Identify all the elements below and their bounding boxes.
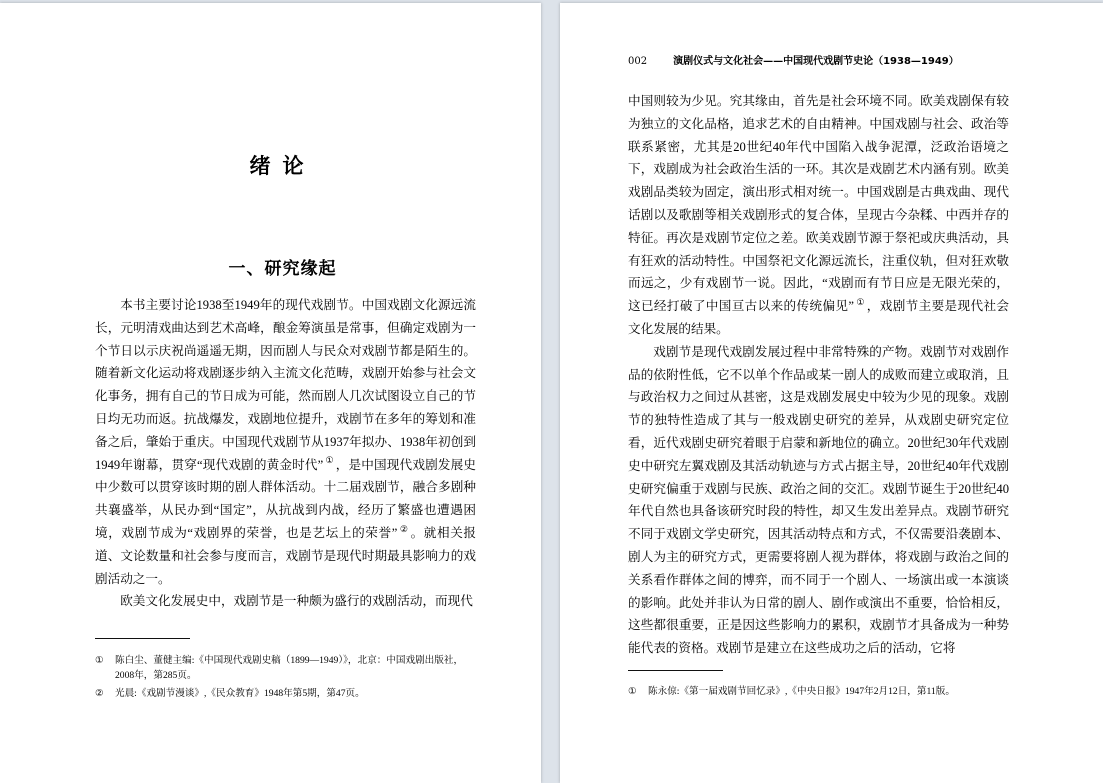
left-body-text: [95, 294, 476, 613]
chapter-title: 绪论: [249, 154, 316, 178]
paragraph-text: 。就相关报道、文论数量和社会参与度而言，戏剧节是现代时期最具影响力的戏剧活动之一。: [95, 525, 477, 586]
running-title: 演剧仪式与文化社会——中国现代戏剧节史论（1938—1949）: [673, 56, 959, 67]
left-footnote-rule: [95, 638, 190, 639]
paragraph-text: 欧美文化发展史中，戏剧节是一种颇为盛行的戏剧活动，而现代: [120, 594, 473, 609]
footnote-marker[interactable]: ②: [399, 523, 409, 534]
footnote-item: [628, 684, 1013, 699]
running-head: [628, 52, 959, 67]
paragraph-text: 中国则较为少见。究其缘由，首先是社会环境不同。欧美戏剧保有较为独立的文化品格，追求艺术的自由精神。中国戏剧与社会、政治等联系紧密，尤其是20世纪40年代中国陷入战争泥潭，泛政治语境之下，戏剧成为社会政治生活的一环。其次是戏剧艺术内涵有别。欧美戏剧品类较为固定，演出形式相对统一。中国戏剧是古典戏曲、现代话剧以及歌剧等相关戏剧形式的复合体，呈现古今杂糅、中西并存的特征。再次是戏剧节定位之差。欧美戏剧节源于祭祀或庆典活动，具有狂欢的活动特性。中国祭祀文化源远流长，注重仪轨，但对狂欢敬而远之，少有戏剧节一说。因此，“戏剧而有节日应是无限光荣的，这已经打破了中国亘古以来的传统偏见”: [628, 94, 1009, 314]
footnote-number: ①: [95, 655, 104, 666]
paragraph-text: ，戏剧节主要是现代社会文化发展的结果。: [628, 299, 1010, 336]
footnote-marker[interactable]: ①: [855, 296, 865, 307]
paragraph-text: ，是中国现代戏剧发展史中少数可以贯穿该时期的剧人群体活动。十二届戏剧节，融合多剧种共襄盛举，从民办到“国定”，从抗战到内战，经历了繁盛也遭遇困境，戏剧节成为“戏剧界的荣誉，也是艺坛上的荣誉”: [95, 457, 476, 540]
paragraph: [95, 590, 476, 613]
footnote-item: [95, 686, 480, 701]
left-footnotes: [95, 653, 480, 704]
footnote-marker[interactable]: ①: [325, 455, 334, 466]
footnote-number: ②: [95, 688, 104, 699]
right-footnotes: [628, 684, 1013, 702]
paragraph-text: 戏剧节是现代戏剧发展过程中非常特殊的产物。戏剧节对戏剧作品的依附性低，它不以单个作品或某一剧人的成败而建立或取消，且与政治权力之间过从甚密，这是戏剧发展史中较为少见的现象。戏剧节的独特性造成了其与一般戏剧史研究的差异，从戏剧史研究定位看，近代戏剧史研究着眼于启蒙和新地位的确立。20世纪30年代戏剧史中研究左翼戏剧及其活动轨迹与方式占据主导，20世纪40年代戏剧史研究偏重于戏剧与民族、政治之间的交汇。戏剧节诞生于20世纪40年代自然也具备该研究时段的特性，却又生发出差异点。戏剧节研究不同于戏剧文学史研究，因其活动特点和方式，不仅需要沿袭剧本、剧人为主的研究方式，更需要将剧人视为群体，将戏剧与政治之间的关系看作群体之间的博弈，而不同于一个剧人、一场演出或一本演谈的影响。此处并非认为日常的剧人、剧作或演出不重要，恰恰相反，这些都很重要，正是因这些影响力的累积，戏剧节才具备成为一种势能代表的资格。戏剧节是建立在这些成功之后的活动，它将: [628, 344, 1009, 656]
paragraph: [628, 341, 1009, 660]
footnote-text: 陈永倞:《第一届戏剧节回忆录》,《中央日报》1947年2月12日，第11版。: [648, 686, 955, 697]
right-body-text: [628, 90, 1009, 660]
paragraph-text: 本书主要讨论1938至1949年的现代戏剧节。中国戏剧文化源远流长，元明清戏曲达到艺术高峰，酿金筹演虽是常事，但确定戏剧为一个节日以示庆祝尚遥遥无期，因而剧人与民众对戏剧节都是陌生的。随着新文化运动将戏剧逐步纳入主流文化范畴，戏剧开始参与社会文化事务，拥有自己的节日成为可能，然而剧人几次试图设立自己的节日均无功而返。抗战爆发，戏剧地位提升，戏剧节在多年的筹划和准备之后，肇始于重庆。中国现代戏剧节从1937年拟办、1938年初创到1949年谢幕，贯穿“现代戏剧的黄金时代”: [95, 298, 476, 472]
footnote-number: ①: [628, 686, 637, 697]
footnote-text: 光晨:《戏剧节漫谈》,《民众教育》1948年第5期，第47页。: [115, 688, 365, 699]
paragraph: [628, 90, 1009, 341]
right-footnote-rule: [628, 670, 723, 671]
page-number: 002: [628, 56, 648, 67]
section-title: 一、研究缘起: [228, 259, 337, 278]
footnote-item: [95, 653, 480, 683]
paragraph: [95, 294, 476, 590]
footnote-text: 陈白尘、董健主编:《中国现代戏剧史稿（1899—1949）》，北京：中国戏剧出版社，2008年，第285页。: [115, 655, 464, 681]
